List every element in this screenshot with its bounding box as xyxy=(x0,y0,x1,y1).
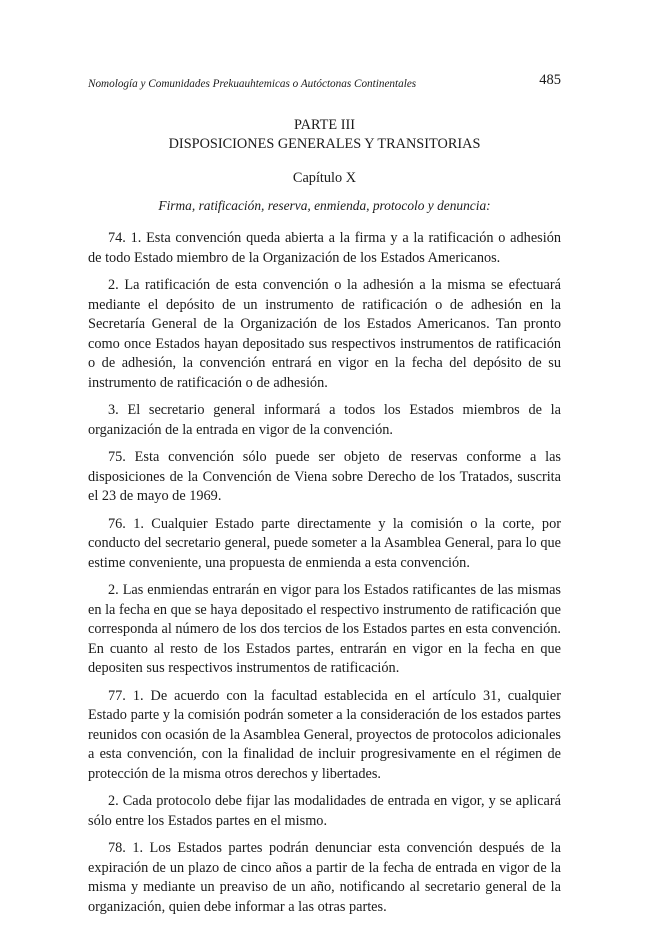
paragraph-77-2: 2. Cada protocolo debe fijar las modalidades de entrada en vigor, y se aplicará sólo entre los Estados partes en el mismo. xyxy=(88,793,561,829)
paragraph-78-1: 78. 1. Los Estados partes podrán denunciar esta convención después de la expiración de un plazo de cinco años a partir de la fecha de entrada en vigor de la misma y mediante un preaviso de un año, notificando al secretario general de la organización, quien debe informar a las otras partes. xyxy=(88,840,561,915)
running-title: Nomología y Comunidades Prekuauhtemicas o Autóctonas Continentales xyxy=(88,78,417,90)
running-header xyxy=(88,72,561,94)
body-text xyxy=(88,229,561,917)
paragraph-74-3: 3. El secretario general informará a todos los Estados miembros de la organización de la entrada en vigor de la convención. xyxy=(88,402,561,438)
paragraph-74-2: 2. La ratificación de esta convención o la adhesión a la misma se efectuará mediante el depósito de un instrumento de ratificación o de adhesión en la Secretaría General de la Organización de los Estados Americanos. Tan pronto como once Estados hayan depositado sus respectivos instrumentos de ratificación o de adhesión, la convención entrará en vigor en la fecha del depósito de su instrumento de ratificación o de adhesión. xyxy=(88,277,561,391)
document-page xyxy=(88,72,561,925)
paragraph-77-1: 77. 1. De acuerdo con la facultad establecida en el artículo 31, cualquier Estado parte y la comisión podrán someter a la consideración de los estados partes reunidos con ocasión de la Asamblea General, proyectos de protocolos adicionales a esta convención, con la finalidad de incluir progresivamente en el régimen de protección de la misma otros derechos y libertades. xyxy=(88,687,561,782)
part-title: DISPOSICIONES GENERALES Y TRANSITORIAS xyxy=(168,136,481,152)
page-number: 485 xyxy=(539,72,561,88)
chapter-heading: Capítulo X xyxy=(292,170,357,186)
part-heading: PARTE III xyxy=(294,117,355,133)
paragraph-74-1: 74. 1. Esta convención queda abierta a la firma y a la ratificación o adhesión de todo Estado miembro de la Organización de los Estados Americanos. xyxy=(88,230,561,266)
paragraph-76-2: 2. Las enmiendas entrarán en vigor para los Estados ratificantes de las mismas en la fecha en que se haya depositado el respectivo instrumento de ratificación que corresponda al número de los dos tercios de los Estados partes en esta convención. En cuanto al resto de los Estados partes, entrarán en vigor en la fecha en que depositen sus respectivos instrumentos de ratificación. xyxy=(88,582,561,676)
paragraph-75: 75. Esta convención sólo puede ser objeto de reservas conforme a las disposiciones de la Convención de Viena sobre Derecho de los Tratados, suscrita el 23 de mayo de 1969. xyxy=(88,449,561,504)
paragraph-76-1: 76. 1. Cualquier Estado parte directamente y la comisión o la corte, por conducto del secretario general, puede someter a la Asamblea General, para lo que estime conveniente, una propuesta de enmienda a esta convención. xyxy=(88,515,561,571)
chapter-subtitle: Firma, ratificación, reserva, enmienda, protocolo y denuncia: xyxy=(158,198,491,213)
